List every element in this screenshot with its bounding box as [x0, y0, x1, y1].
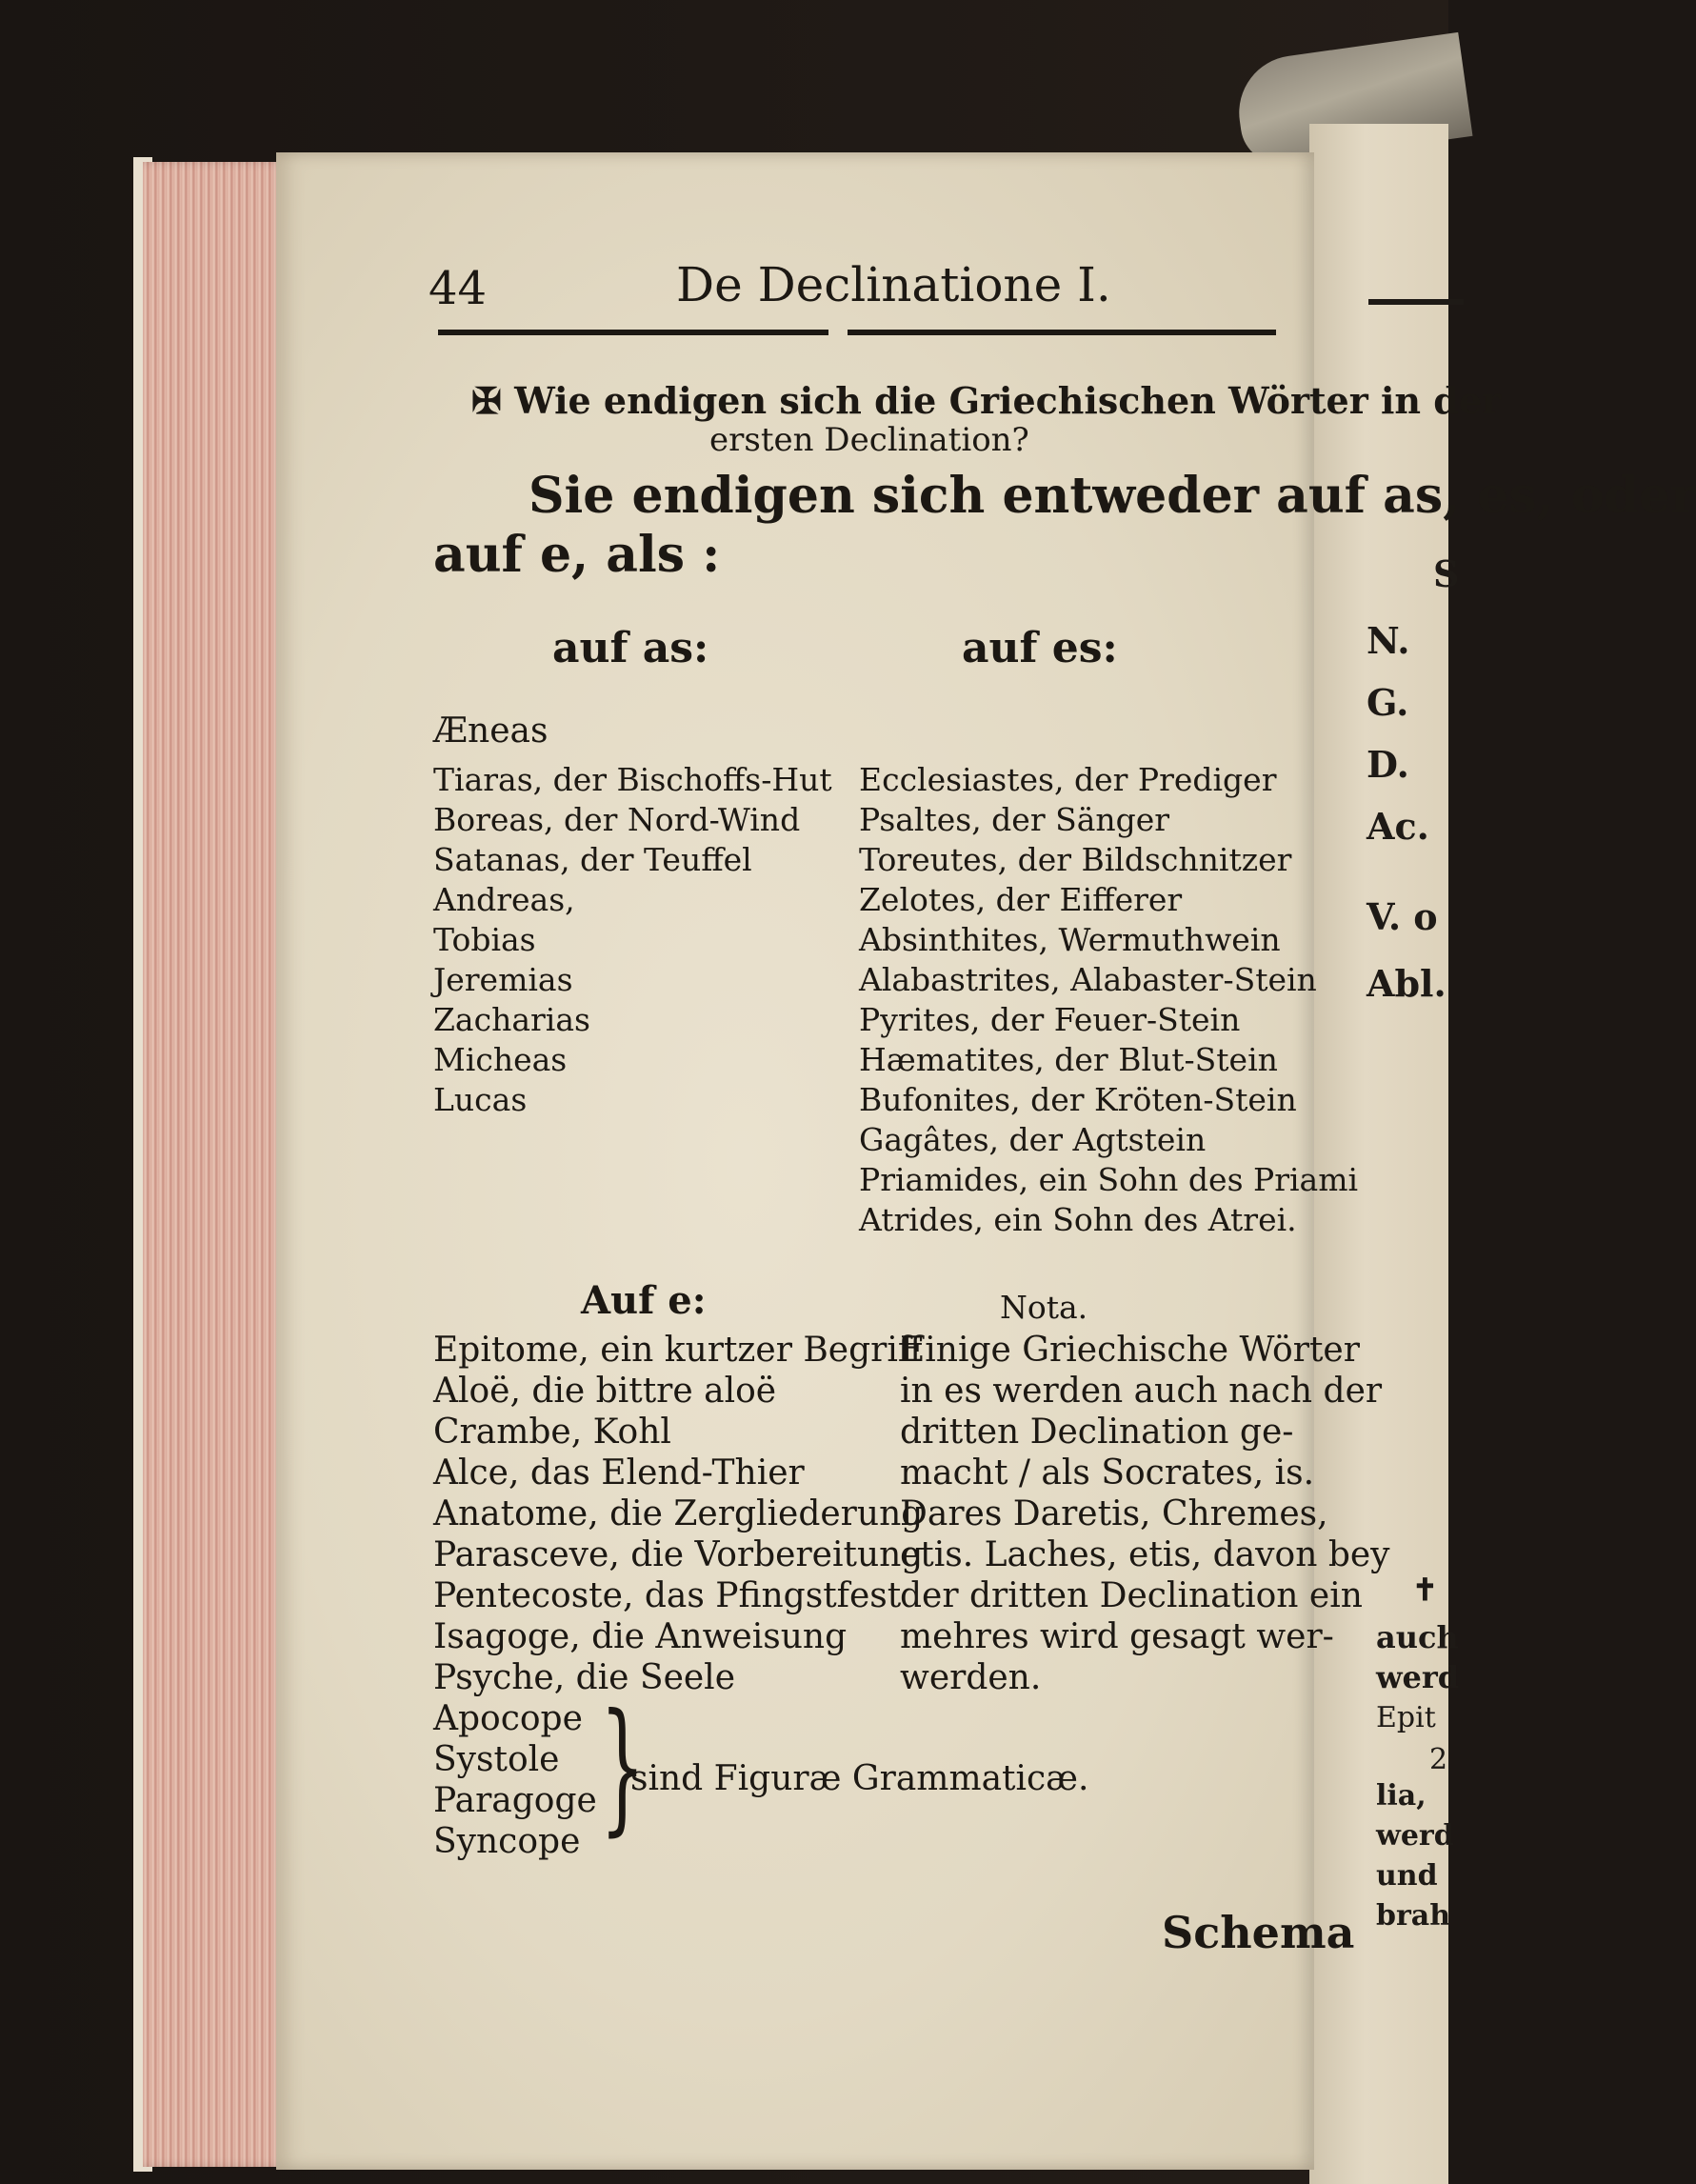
es-entry: Alabastrites, Alabaster-Stein	[859, 961, 1317, 998]
as-entry: Andreas,	[433, 881, 575, 918]
catchword: Schema	[1162, 1907, 1355, 1958]
es-entry: Absinthites, Wermuthwein	[859, 921, 1281, 958]
nota-line: der dritten Declination ein	[900, 1576, 1363, 1615]
running-header: De Declinatione I.	[676, 257, 1111, 312]
facing-page-rule	[1368, 299, 1464, 305]
as-entry: Zacharias	[433, 1001, 590, 1038]
es-entry: Bufonites, der Kröten-Stein	[859, 1081, 1297, 1118]
facing-page-text: 2	[1429, 1743, 1448, 1776]
es-entry: Hæmatites, der Blut-Stein	[859, 1041, 1278, 1078]
facing-page-text: G.	[1367, 681, 1409, 724]
column-heading-as: auf as:	[552, 624, 709, 672]
facing-page	[1309, 124, 1460, 2184]
column-heading-e: Auf e:	[581, 1278, 707, 1323]
facing-page-text: ✝	[1412, 1572, 1438, 1608]
facing-page-text: werd	[1376, 1819, 1454, 1853]
page-number: 44	[429, 262, 488, 315]
answer-line: Sie endigen sich entweder auf as, es, oder	[529, 467, 1696, 525]
answer-line: auf e, als :	[433, 526, 721, 584]
as-entry: Æneas	[433, 711, 549, 751]
facing-page-text: lia,	[1376, 1779, 1427, 1813]
facing-page-text: Epit	[1376, 1701, 1436, 1734]
facing-page-text: Abl.	[1367, 962, 1447, 1005]
es-entry: Zelotes, der Eifferer	[859, 881, 1183, 918]
nota-line: etis. Laches, etis, davon bey	[900, 1535, 1390, 1574]
figura-term: Paragoge	[433, 1781, 597, 1820]
nota-line: macht / als Socrates, is.	[900, 1453, 1315, 1493]
as-entry: Boreas, der Nord-Wind	[433, 801, 801, 838]
es-entry: Psaltes, der Sänger	[859, 801, 1170, 838]
as-entry: Lucas	[433, 1081, 528, 1118]
e-entry: Alce, das Elend-Thier	[433, 1453, 805, 1493]
e-entry: Psyche, die Seele	[433, 1658, 736, 1697]
brace-icon: }	[599, 1684, 646, 1850]
facing-page-text: N.	[1367, 619, 1410, 662]
e-entry: Anatome, die Zergliederung	[433, 1494, 924, 1533]
facing-page-text: Ac.	[1367, 805, 1429, 848]
as-entry: Jeremias	[433, 961, 573, 998]
es-entry: Ecclesiastes, der Prediger	[859, 761, 1277, 798]
es-entry: Pyrites, der Feuer-Stein	[859, 1001, 1241, 1038]
es-entry: Atrides, ein Sohn des Atrei.	[859, 1201, 1297, 1238]
nota-line: Einige Griechische Wörter	[900, 1331, 1360, 1370]
question-line: ersten Declination?	[709, 421, 1029, 459]
page-fore-edge	[143, 162, 286, 2167]
facing-page-text: D.	[1367, 743, 1409, 786]
as-entry: Micheas	[433, 1041, 568, 1078]
es-entry: Toreutes, der Bildschnitzer	[859, 841, 1292, 878]
header-rule-left	[438, 330, 828, 335]
facing-page-text: S	[1433, 552, 1460, 595]
nota-line: werden.	[900, 1658, 1042, 1697]
as-entry: Satanas, der Teuffel	[433, 841, 752, 878]
figura-term: Syncope	[433, 1822, 581, 1861]
as-entry: Tiaras, der Bischoffs-Hut	[433, 761, 832, 798]
nota-line: in es werden auch nach der	[900, 1372, 1383, 1411]
facing-page-text: brah	[1376, 1899, 1451, 1933]
header-rule-right	[848, 330, 1276, 335]
e-entry: Crambe, Kohl	[433, 1413, 671, 1452]
facing-page-text: auch	[1376, 1619, 1459, 1655]
nota-line: Dares Daretis, Chremes,	[900, 1494, 1328, 1533]
column-heading-es: auf es:	[962, 624, 1118, 672]
as-entry: Tobias	[433, 921, 536, 958]
e-entry: Epitome, ein kurtzer Begriff	[433, 1331, 923, 1370]
question-line: ✠ Wie endigen sich die Griechischen Wörter in der	[471, 379, 1502, 422]
figura-term: Apocope	[433, 1699, 583, 1738]
e-entry: Parasceve, die Vorbereitung	[433, 1535, 924, 1574]
figurae-label: sind Figuræ Grammaticæ.	[630, 1759, 1089, 1798]
nota-heading: Nota.	[1000, 1289, 1088, 1326]
e-entry: Pentecoste, das Pfingstfest	[433, 1576, 902, 1615]
nota-line: dritten Declination ge-	[900, 1413, 1294, 1452]
e-entry: Aloë, die bittre aloë	[433, 1372, 777, 1411]
es-entry: Priamides, ein Sohn des Priami	[859, 1161, 1359, 1198]
es-entry: Gagâtes, der Agtstein	[859, 1121, 1207, 1158]
facing-page-text: werd	[1376, 1659, 1460, 1695]
facing-page-text: V. o	[1367, 895, 1438, 938]
figura-term: Systole	[433, 1740, 560, 1779]
facing-page-text: und	[1376, 1859, 1438, 1893]
nota-line: mehres wird gesagt wer-	[900, 1617, 1334, 1656]
e-entry: Isagoge, die Anweisung	[433, 1617, 848, 1656]
